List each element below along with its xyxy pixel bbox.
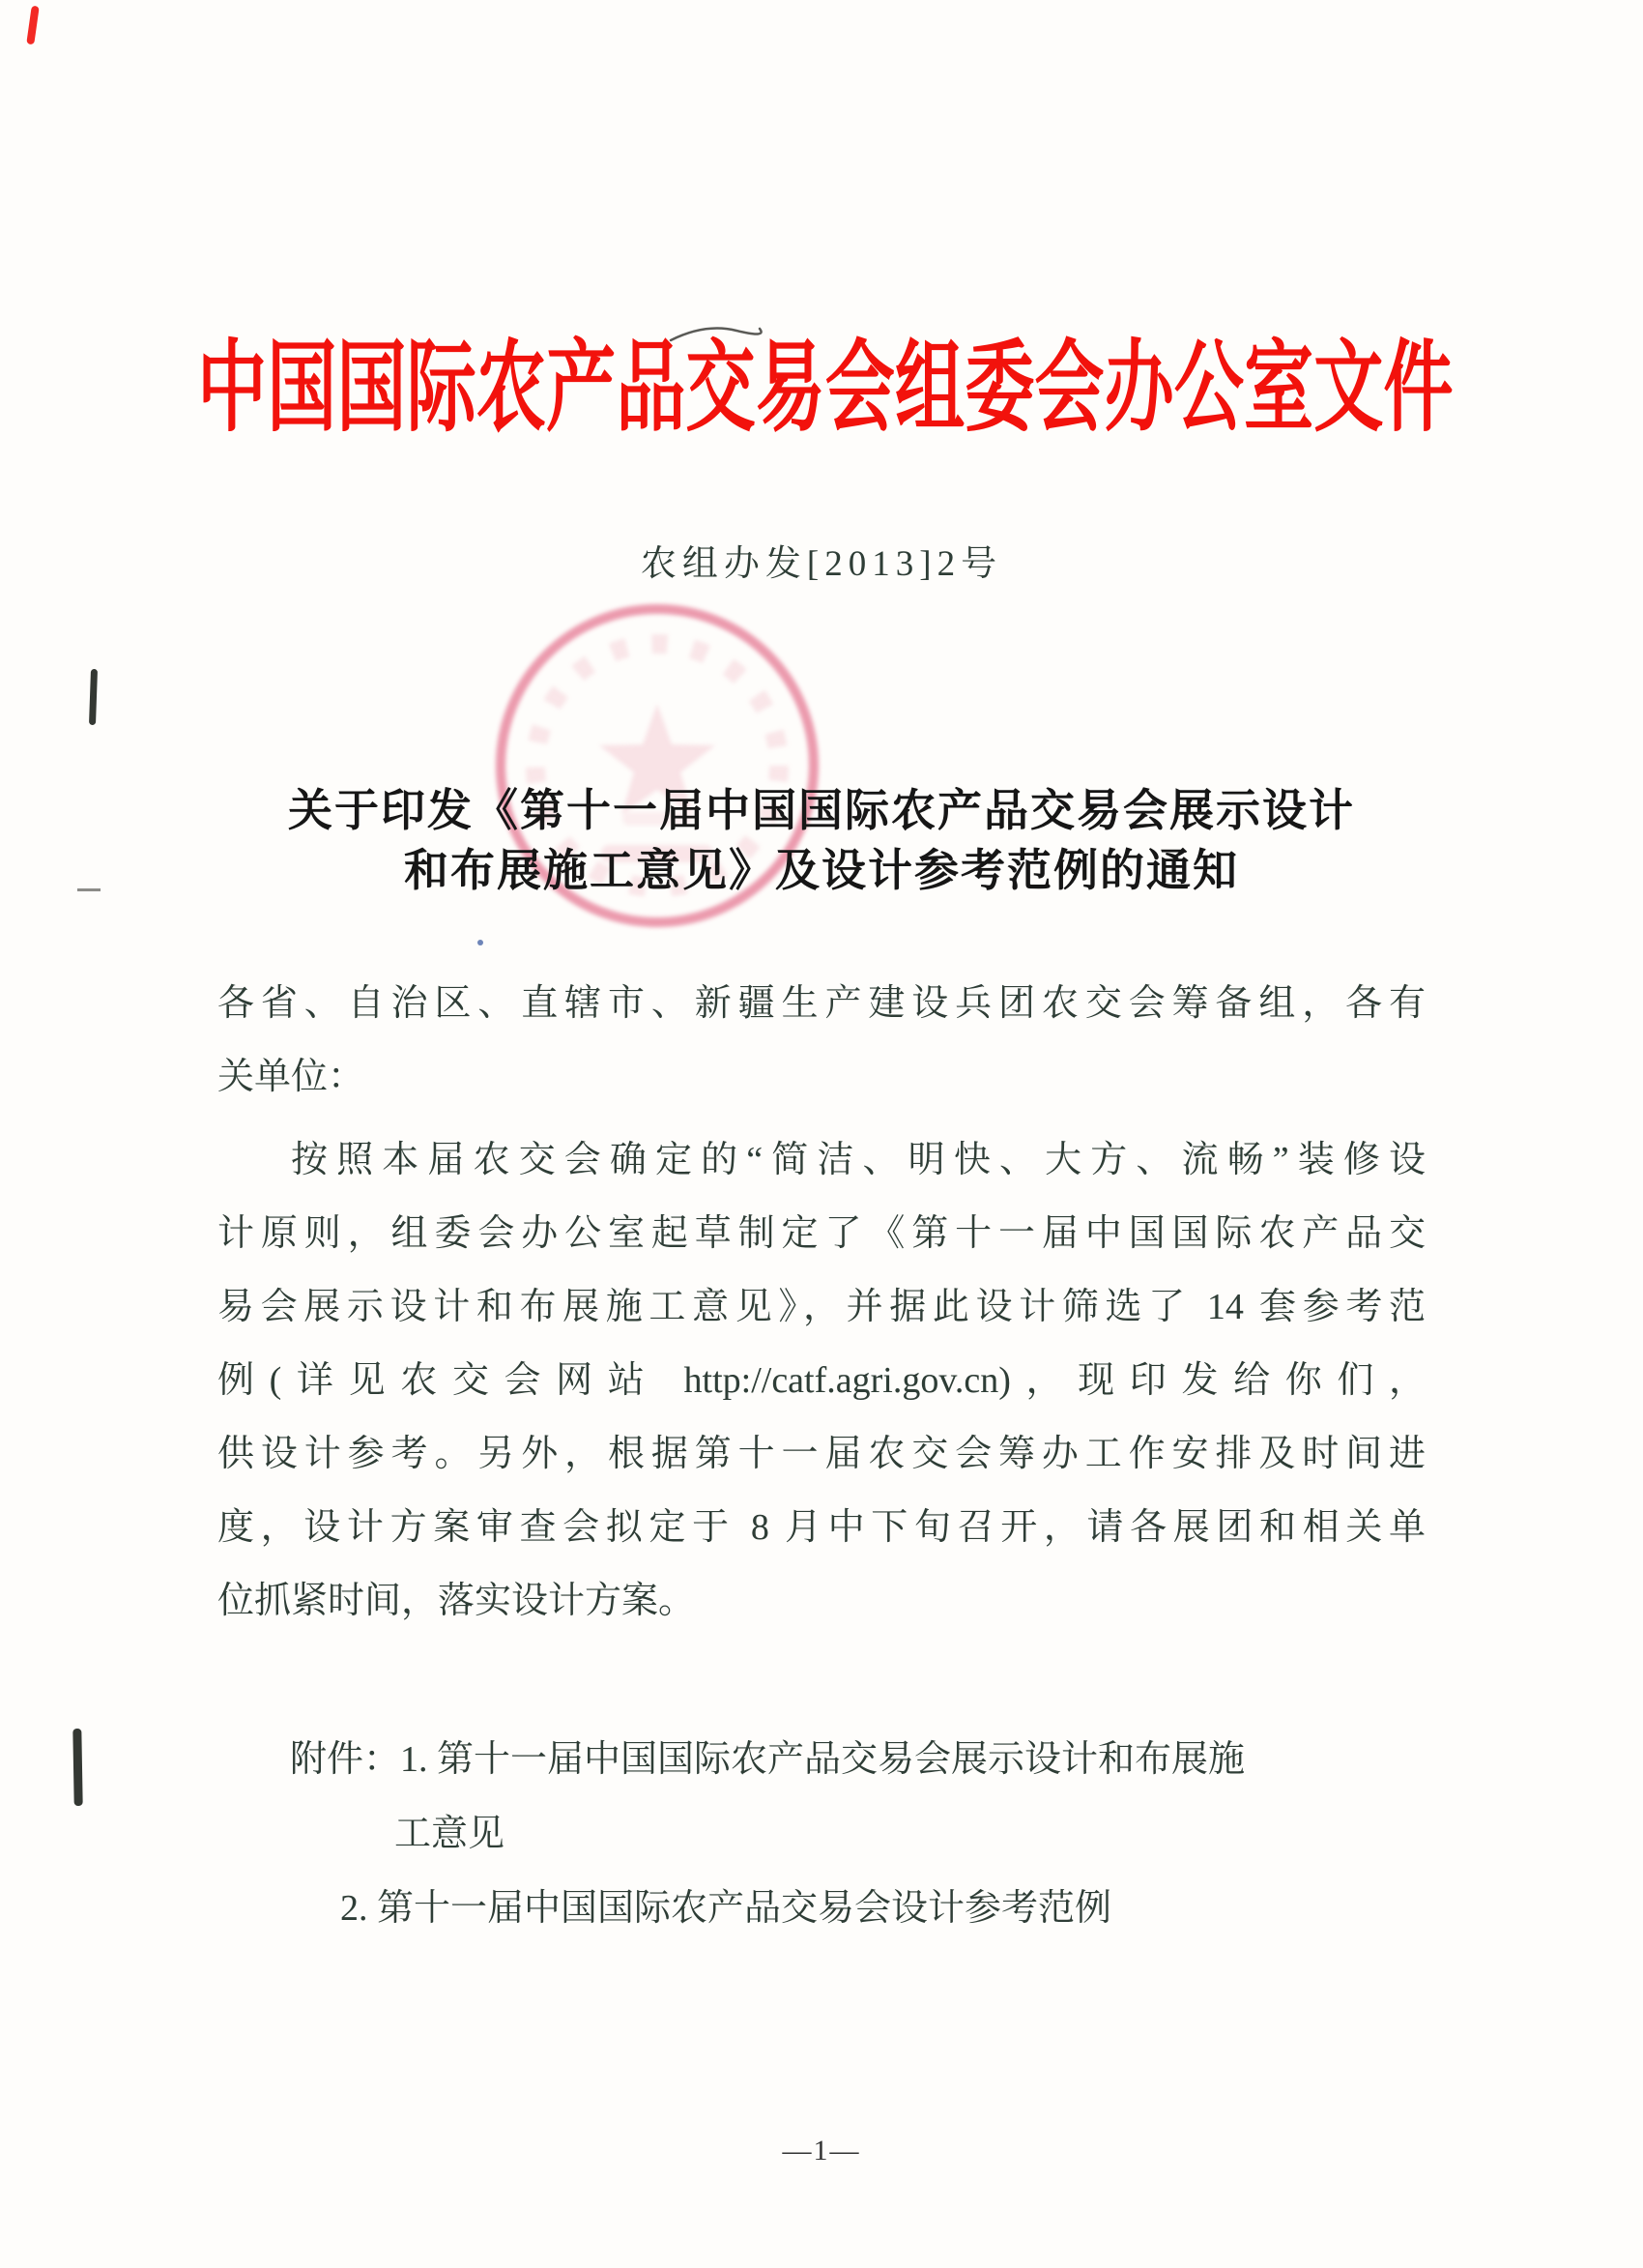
document-title — [0, 781, 1643, 901]
document-number: 农组办发[2013]2号 — [640, 544, 1003, 584]
document-body — [217, 967, 1426, 1638]
body-line6: 度，设计方案审查会拟定于 8 月中下旬召开，请各展团和相关单 — [217, 1507, 1426, 1548]
binding-mark-upper — [89, 669, 98, 725]
red-masthead-title: 中国国际农产品交易会组委会办公室文件 — [197, 333, 1454, 444]
salutation-line1: 各省、自治区、直辖市、新疆生产建设兵团农交会筹备组，各有 — [217, 983, 1426, 1024]
body-line3: 易会展示设计和布展施工意见》，并据此设计筛选了 14 套参考范 — [217, 1287, 1426, 1327]
document-title-line1: 关于印发《第十一届中国国际农产品交易会展示设计 — [288, 786, 1355, 835]
body-line7: 位抓紧时间，落实设计方案。 — [217, 1581, 696, 1621]
body-line2: 计原则，组委会办公室起草制定了《第十一届中国国际农产品交 — [217, 1213, 1426, 1254]
attachment-item1-line1: 附件：1. 第十一届中国国际农产品交易会展示设计和布展施 — [290, 1739, 1246, 1780]
attachment-item1-line2: 工意见 — [394, 1814, 505, 1854]
salutation-line2: 关单位： — [217, 1057, 365, 1097]
body-line1: 按照本届农交会确定的“简洁、明快、大方、流畅”装修设 — [291, 1140, 1426, 1180]
red-pen-mark-top-left — [26, 6, 39, 45]
ink-dot — [477, 940, 483, 945]
document-title-line2: 和布展施工意见》及设计参考范例的通知 — [404, 846, 1239, 895]
page-number: —1— — [782, 2135, 861, 2166]
body-line4: 例(详见农交会网站 http://catf.agri.gov.cn)，现印发给你们， — [217, 1360, 1426, 1401]
body-line5: 供设计参考。另外，根据第十一届农交会筹办工作安排及时间进 — [217, 1434, 1426, 1474]
binding-mark-lower — [72, 1729, 82, 1806]
pen-squiggle-mark — [667, 319, 764, 348]
attachments-block — [290, 1723, 1450, 1946]
attachment-item2: 2. 第十一届中国国际农产品交易会设计参考范例 — [340, 1888, 1112, 1929]
